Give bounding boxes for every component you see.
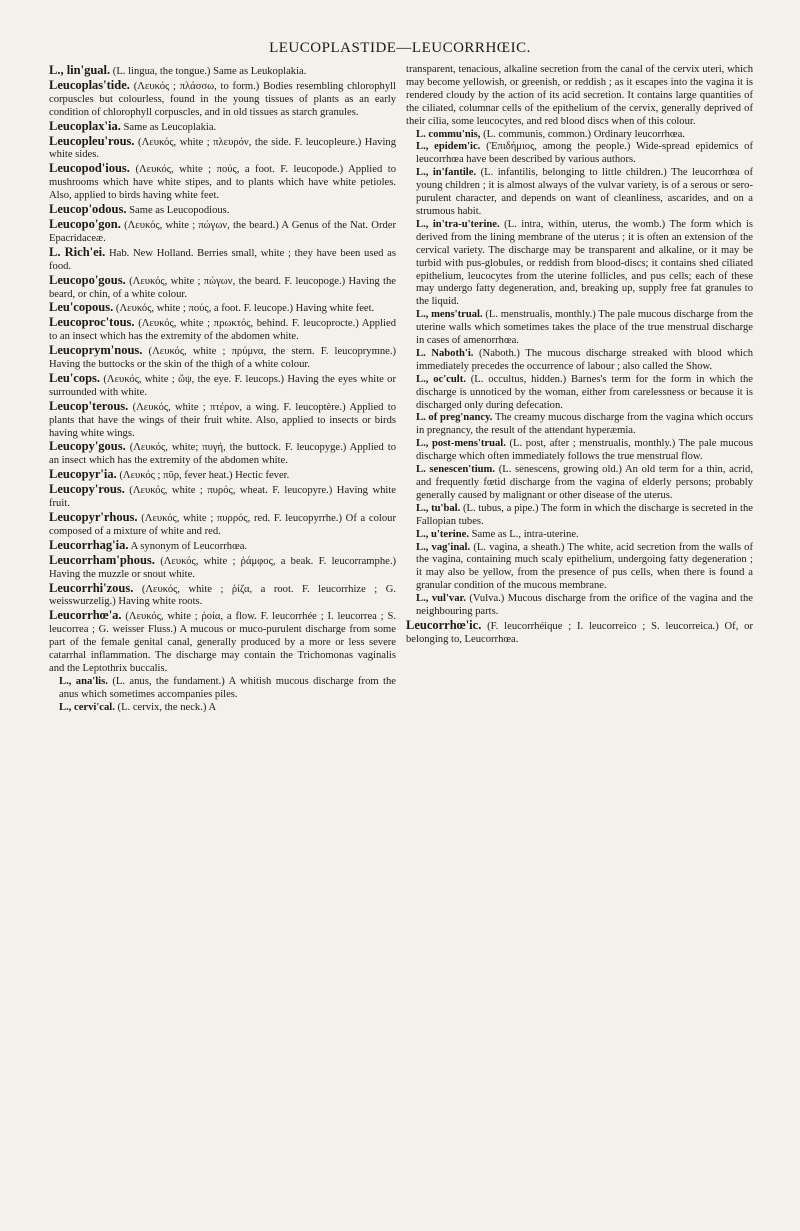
dictionary-entry (406, 503, 753, 529)
entry-definition: (L. senescens, growing old.) An old term for a thin, acrid, and frequently fœtid discharge from the vagina of elderly persons; probably generally caused by malignant or other disease of the uterus. (416, 464, 753, 501)
entry-definition: (Λευκός, white ; ῥίζα, a root. F. leucorrhize ; G. weisswurzelig.) Having white roots. (49, 583, 396, 608)
dictionary-entry (49, 400, 396, 441)
entry-headword: Leucoprym'nous. (49, 343, 143, 358)
entry-definition: Same as L., intra-uterine. (468, 528, 579, 540)
entry-headword: Leucop'odous. (49, 202, 127, 217)
entry-definition: (Λευκός, white ; πούς, a foot. F. leucope.) Having white feet. (113, 303, 375, 315)
dictionary-entry (49, 468, 396, 483)
entry-definition: (Λευκός, white ; πυρρός, red. F. leucopyrrhe.) Of a colour composed of a mixture of white and red. (49, 513, 396, 537)
dictionary-entry (406, 593, 753, 619)
dictionary-entry (49, 218, 396, 246)
dictionary-entry (49, 316, 396, 344)
entry-headword: L., vag'inal. (416, 541, 471, 553)
entry-definition: transparent, tenacious, alkaline secretion from the canal of the cervix uteri, which may become yellowish, or greenish, or reddish ; as it escapes into the vagina it is rendered cloudy by the action of its acid secretion. It contains large quantities of the ciliated, columnar cells of the epithelium of the cervix, generally deprived of their cilia, some leucocytes, and red blood discs when of this colour. (406, 64, 753, 127)
entry-headword: Leucopo'gous. (49, 272, 126, 287)
entry-definition: (F. leucorrhéique ; I. leucorreico ; S. leucorreica.) Of, or belonging to, Leucorrhœa. (406, 620, 753, 645)
entry-definition: (Λευκός, white ; ῥάμφος, a beak. F. leucorramphe.) Having the muzzle or snout white. (49, 555, 396, 580)
entry-definition: (Λευκός, white ; πλευρόν, the side. F. leucopleure.) Having white sides. (49, 136, 396, 161)
entry-definition: (Λευκός, white ; πρωκτός, behind. F. leucoprocte.) Applied to an insect which has the extremity of the abdomen white. (49, 318, 396, 343)
entry-headword: L. commu'nis, (416, 128, 481, 140)
dictionary-entry (49, 483, 396, 511)
entry-definition: (L. tubus, a pipe.) The form in which the discharge is secreted in the Fallopian tubes. (416, 502, 753, 527)
entry-definition: (Λευκός, white; πυγή, the buttock. F. leucopyge.) Applied to an insect which has the extremity of the abdomen white. (49, 442, 396, 467)
dictionary-entry (406, 348, 753, 374)
dictionary-entry (49, 511, 396, 539)
dictionary-entry (49, 539, 396, 554)
entry-headword: Leucorrhag'ia. (49, 537, 129, 552)
entry-headword: Leucop'terous. (49, 398, 129, 413)
entry-headword: L., lin'gual. (49, 63, 111, 77)
dictionary-entry (406, 619, 753, 647)
entry-headword: Leucopleu'rous. (49, 133, 135, 148)
entry-headword: L. Rich'ei. (49, 244, 106, 259)
dictionary-entry (49, 64, 396, 79)
dictionary-entry (49, 609, 396, 676)
dictionary-entry (49, 301, 396, 316)
dictionary-entry (406, 542, 753, 594)
entry-headword: L., oc'cult. (416, 373, 466, 385)
entry-definition: (L. occultus, hidden.) Barnes's term for the form in which the discharge is unnoticed by the woman, either from carelessness or because it is discharged only during defecation. (416, 373, 753, 411)
entry-definition: (Λευκός, white ; πτέρον, a wing. F. leucoptère.) Applied to plants that have the wings of their fruit white. Also, applied to insects or birds having white wings. (49, 401, 396, 439)
entry-headword: L., post-mens'trual. (416, 438, 506, 450)
dictionary-entry (406, 167, 753, 219)
entry-definition: (Λευκός, white ; ὤψ, the eye. F. leucops.) Having the eyes white or surrounded with white. (49, 373, 396, 398)
entry-definition: (L. menstrualis, monthly.) The pale mucous discharge from the uterine walls which sometimes takes the place of the true menstrual discharge in cases of amenorrhœa. (416, 309, 753, 347)
entry-definition: Hab. New Holland. Berries small, white ; they have been used as food. (49, 247, 396, 272)
entry-definition: (Λευκός, white ; πώγων, the beard.) A Genus of the Nat. Order Epacridaceæ. (49, 219, 396, 244)
dictionary-entry (49, 702, 396, 715)
entry-definition: (Λευκός, white ; πρύμνα, the stern. F. leucoprymne.) Having the buttocks or the skin of the thigh of a white colour. (49, 346, 396, 371)
entry-headword: L., in'tra-u'terine. (416, 218, 500, 230)
entry-headword: Leucopyr'ia. (49, 467, 117, 482)
entry-definition: (L. lingua, the tongue.) Same as Leukoplakia. (110, 66, 307, 77)
entry-definition: (L. vagina, a sheath.) The white, acid secretion from the walls of the vagina, containing much scaly epithelium, undergoing fatty degeneration ; it may also be yellow, from the presence of pus cells, when there is found a granular condition of the mucous membrane. (416, 541, 753, 592)
entry-definition: (Vulva.) Mucous discharge from the orifice of the vagina and the neighbouring parts. (416, 593, 754, 618)
entry-definition: Same as Leucoplakia. (120, 121, 217, 133)
entry-definition: (Ἐπιδήμιος, among the people.) Wide-spread epidemics of leucorrhœa have been described by various authors. (416, 141, 753, 166)
entry-definition: (L. infantilis, belonging to little children.) The leucorrhœa of young children ; it is almost always of the vulvar variety, is of a serous or sero-purulent character, and depends on want of cleanliness, ascarides, and on a strumous habit. (416, 167, 753, 217)
entry-headword: Leucoplas'tide. (49, 77, 130, 92)
dictionary-entry (49, 554, 396, 582)
dictionary-entry (406, 374, 753, 413)
entry-definition: (Λευκός ; πῦρ, fever heat.) Hectic fever. (116, 470, 290, 482)
entry-definition: The creamy mucous discharge from the vagina which occurs in pregnancy, the result of the attendant hyperæmia. (416, 412, 754, 437)
dictionary-entry (49, 135, 396, 163)
entry-headword: Leucopy'rous. (49, 482, 125, 497)
dictionary-entry (406, 141, 753, 167)
entry-definition: (L. anus, the fundament.) A whitish mucous discharge from the anus which sometimes accompanies piles. (59, 675, 396, 700)
dictionary-entry (406, 464, 753, 503)
dictionary-entry (406, 129, 753, 142)
entry-headword: L., ana'lis. (59, 675, 108, 687)
entry-headword: Leu'cops. (49, 370, 101, 385)
entry-headword: Leucopy'gous. (49, 439, 126, 454)
dictionary-entry (406, 64, 753, 129)
dictionary-entry (49, 274, 396, 302)
entry-headword: L., u'terine. (416, 528, 469, 540)
entry-headword: L., tu'bal. (416, 502, 461, 514)
entry-headword: Leucopo'gon. (49, 216, 121, 231)
entry-headword: L., epidem'ic. (416, 141, 481, 153)
entry-headword: Leu'copous. (49, 300, 114, 315)
entry-definition: (Λευκός, white ; πώγων, the beard. F. leucopoge.) Having the beard, or chin, of a white colour. (49, 275, 396, 300)
entry-headword: Leucorrhœ'a. (49, 608, 122, 623)
entry-headword: L., in'fantile. (416, 167, 477, 179)
entry-headword: Leucopyr'rhous. (49, 510, 138, 524)
dictionary-entry (406, 529, 753, 542)
entry-definition: (L. post, after ; menstrualis, monthly.) The pale mucous discharge which often immediately follows the true menstrual flow. (416, 438, 753, 463)
dictionary-entry (406, 309, 753, 348)
entry-definition: (Λευκός ; πλάσσω, to form.) Bodies resembling chlorophyll corpuscles but colourless, found in the young tissues of plants as an early condition of chlorophyll corpuscles, and in old tissues as starch granules. (49, 80, 396, 118)
dictionary-entry (406, 438, 753, 464)
dictionary-entry (406, 219, 753, 309)
dictionary-entry (49, 372, 396, 400)
right-column (406, 64, 753, 647)
entry-definition: (Λευκός, white ; ῥοία, a flow. F. leucorrhée ; I. leucorrea ; S. leucorrea ; G. weisser Fluss.) A mucous or muco-purulent discharge from some part of the female genital canal, generally produced by a more or less severe catarrhal inflammation. The discharge may contain the Trichomonas vaginalis and the Leptothrix buccalis. (49, 611, 396, 674)
dictionary-entry (49, 203, 396, 218)
dictionary-entry (49, 120, 396, 135)
entry-definition: (Λευκός, white ; πυρός, wheat. F. leucopyre.) Having white fruit. (49, 485, 396, 510)
entry-headword: L., mens'trual. (416, 309, 483, 321)
entry-definition: (L. cervix, the neck.) A (114, 701, 217, 713)
entry-headword: L., cervi'cal. (59, 701, 115, 713)
entry-definition: (L. communis, common.) Ordinary leucorrhœa. (480, 128, 685, 140)
dictionary-entry (49, 440, 396, 468)
dictionary-entry (49, 246, 396, 274)
dictionary-entry (49, 162, 396, 203)
left-column (49, 64, 396, 715)
dictionary-entry (49, 344, 396, 372)
entry-headword: L. senescen'tium. (416, 464, 496, 476)
entry-definition: (Λευκός, white ; πούς, a foot. F. leucopode.) Applied to mushrooms which have white stipes, and to plants which have white petioles. Also, applied to birds having white feet. (49, 164, 396, 202)
entry-headword: L. of preg'nancy. (416, 412, 493, 424)
entry-headword: Leucorrhœ'ic. (406, 617, 482, 632)
entry-headword: Leucorrham'phous. (49, 552, 155, 567)
entry-headword: Leucopod'ious. (49, 161, 130, 176)
entry-headword: Leucorrhi'zous. (49, 580, 134, 595)
dictionary-entry (49, 676, 396, 702)
entry-definition: A synonym of Leucorrhœa. (128, 540, 248, 552)
entry-headword: Leucoplax'ia. (49, 118, 121, 133)
entry-definition: Same as Leucopodious. (126, 205, 230, 217)
dictionary-entry (49, 582, 396, 610)
entry-headword: L. Naboth'i. (416, 347, 474, 359)
dictionary-entry (49, 79, 396, 120)
entry-definition: (L. intra, within, uterus, the womb.) The form which is derived from the lining membrane of the uterus ; it is often an extension of the cervical variety. The discharge may be transparent and alkaline, or it may be turbid with pus-globules, or reddish from blood-discs; it contains shed ciliated epithelium, leucocytes from the uterine follicles, and pus cells; each of these may undergo fatty degeneration, and, breaking up, supply free fat granules to the liquid. (416, 218, 754, 308)
entry-headword: L., vul'var. (416, 593, 466, 605)
page-header: LEUCOPLASTIDE—LEUCORRHŒIC. (269, 40, 531, 56)
entry-headword: Leucoproc'tous. (49, 315, 135, 330)
entry-definition: (Naboth.) The mucous discharge streaked with blood which immediately precedes the occurrence of labour ; also called the Show. (416, 347, 753, 372)
dictionary-entry (406, 412, 753, 438)
